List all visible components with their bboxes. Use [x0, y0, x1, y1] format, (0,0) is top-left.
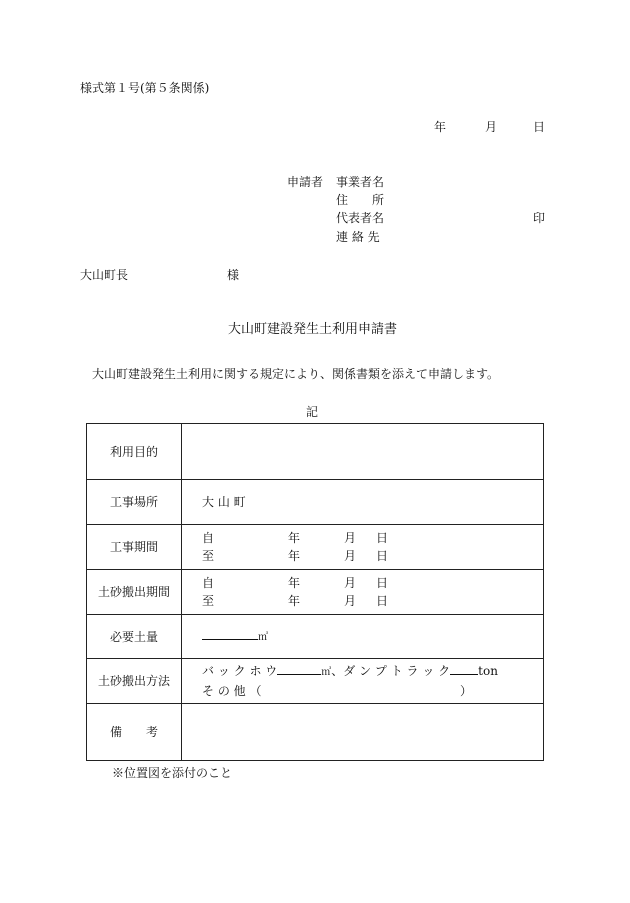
removal-from-year: 年: [288, 576, 301, 590]
application-table: [86, 423, 544, 761]
ki-label: 記: [306, 405, 319, 419]
required-soil-label: 必要土量: [87, 615, 182, 659]
period-to: 至: [202, 549, 215, 563]
attachment-note: ※位置図を添付のこと: [112, 766, 233, 780]
other-label: そ の 他 （: [202, 684, 262, 698]
address-label: 住 所: [336, 193, 385, 207]
remarks-value[interactable]: [182, 704, 544, 761]
removal-from-day: 日: [376, 576, 389, 590]
site-label: 工事場所: [87, 480, 182, 525]
applicant-heading: 申請者: [287, 175, 324, 189]
period-from-year: 年: [288, 531, 301, 545]
addressee-name: 大山町長: [80, 268, 129, 282]
addressee-honorific: 様: [227, 268, 240, 282]
date-year-label: 年: [434, 120, 447, 134]
period-from-day: 日: [376, 531, 389, 545]
period-label: 工事期間: [87, 525, 182, 570]
period-value[interactable]: [182, 525, 544, 570]
period-from: 自: [202, 531, 215, 545]
remarks-label: 備 考: [87, 704, 182, 761]
intro-text: 大山町建設発生土利用に関する規定により、関係書類を添えて申請します。: [92, 367, 500, 381]
required-soil-value[interactable]: [182, 615, 544, 659]
method-label: 土砂搬出方法: [87, 659, 182, 704]
dump-truck-blank[interactable]: [450, 662, 478, 675]
purpose-label: 利用目的: [87, 424, 182, 480]
removal-from: 自: [202, 576, 215, 590]
period-to-month: 月: [344, 549, 357, 563]
dump-truck-label: ダ ン プ ト ラ ッ ク: [343, 664, 451, 678]
method-value[interactable]: [182, 659, 544, 704]
period-to-year: 年: [288, 549, 301, 563]
business-name-label: 事業者名: [336, 175, 385, 189]
backhoe-blank[interactable]: [277, 662, 321, 675]
removal-from-month: 月: [344, 576, 357, 590]
removal-to-day: 日: [376, 594, 389, 608]
date-month-label: 月: [485, 120, 498, 134]
backhoe-unit: ㎥: [321, 667, 332, 678]
removal-period-label: 土砂搬出期間: [87, 570, 182, 615]
period-from-month: 月: [344, 531, 357, 545]
date-day-label: 日: [533, 120, 546, 134]
removal-to-year: 年: [288, 594, 301, 608]
ton-unit: ton: [478, 664, 498, 678]
required-soil-blank[interactable]: [202, 627, 258, 640]
removal-to: 至: [202, 594, 215, 608]
representative-label: 代表者名: [336, 211, 385, 225]
other-close: ）: [460, 684, 473, 698]
removal-period-value[interactable]: [182, 570, 544, 615]
seal-mark: 印: [533, 211, 546, 225]
contact-label: 連 絡 先: [336, 230, 380, 244]
method-separator: 、: [331, 664, 344, 678]
purpose-value[interactable]: [182, 424, 544, 480]
site-value[interactable]: 大 山 町: [182, 480, 544, 525]
backhoe-label: バ ッ ク ホ ウ: [202, 664, 278, 678]
period-to-day: 日: [376, 549, 389, 563]
required-soil-unit: ㎥: [258, 631, 268, 643]
document-title: 大山町建設発生土利用申請書: [228, 322, 398, 337]
form-number: 様式第１号(第５条関係): [80, 81, 210, 95]
removal-to-month: 月: [344, 594, 357, 608]
